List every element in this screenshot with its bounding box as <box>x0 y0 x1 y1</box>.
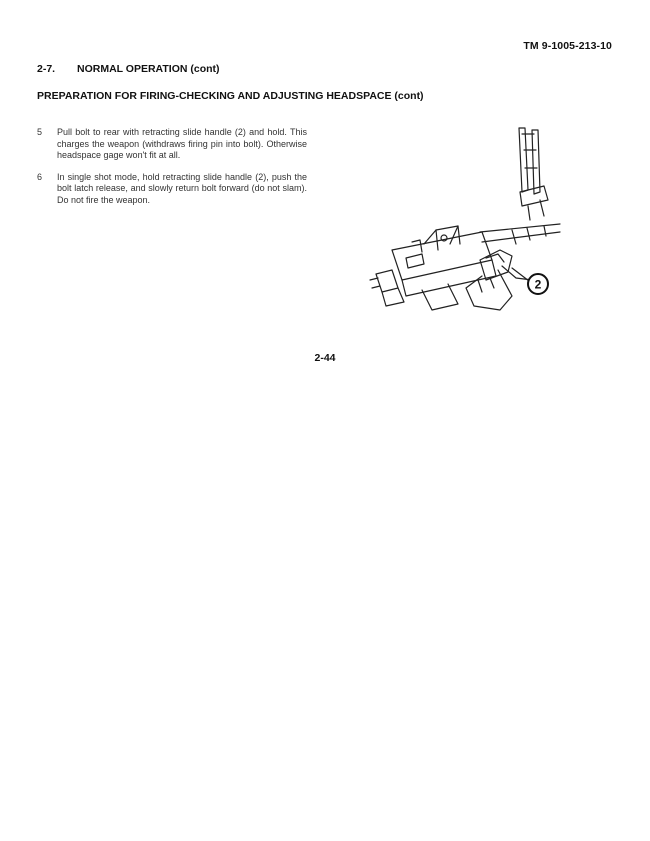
step-item <box>37 172 307 207</box>
step-text: Pull bolt to rear with retracting slide handle (2) and hold. This charges the weapon (withdraws firing pin into bolt). Otherwise headspace gage won't fit at all. <box>57 127 307 160</box>
step-number: 5 <box>37 127 43 137</box>
machine-gun-drawing <box>362 120 562 320</box>
callout-label: 2 <box>534 277 542 292</box>
step-text: In single shot mode, hold retracting slide handle (2), push the bolt latch release, and slowly return bolt forward (do not slam). Do not fire the weapon. <box>57 171 307 205</box>
step-item <box>37 127 307 162</box>
steps-list <box>37 127 307 216</box>
section-heading <box>37 63 220 75</box>
sub-heading: PREPARATION FOR FIRING-CHECKING AND ADJUSTING HEADSPACE (cont) <box>37 90 424 102</box>
section-title: NORMAL OPERATION (cont) <box>77 63 220 75</box>
tm-number: TM 9-1005-213-10 <box>523 40 612 52</box>
section-number: 2-7. <box>37 63 56 75</box>
step-number: 6 <box>37 171 43 182</box>
page-number: 2-44 <box>314 352 336 364</box>
machine-gun-illustration <box>362 120 562 320</box>
